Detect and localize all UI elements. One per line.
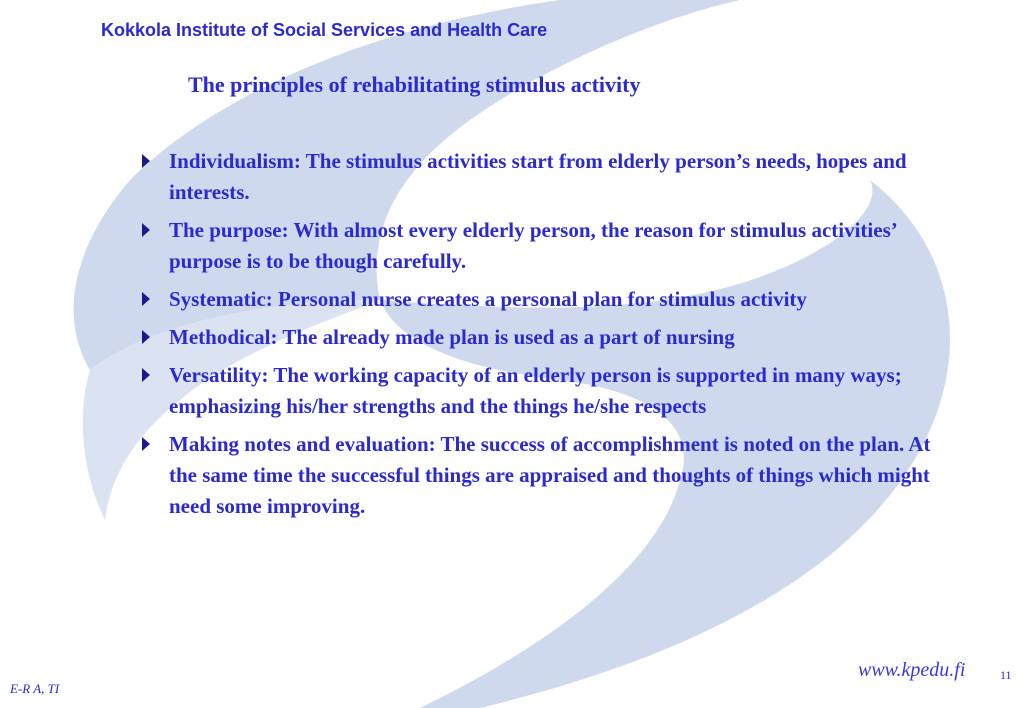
bullet-item [140, 215, 955, 277]
bullet-item [140, 429, 955, 522]
slide-title: The principles of rehabilitating stimulus activity [188, 72, 641, 97]
footer-url-link[interactable]: www.kpedu.fi [858, 659, 966, 681]
bullet-text: Versatility: The working capacity of an elderly person is supported in many ways; emphasizing his/her strengths and the things he/she respects [169, 363, 902, 418]
bullet-list [140, 146, 955, 529]
page-number: 11 [1000, 668, 1012, 682]
institution-header: Kokkola Institute of Social Services and Health Care [101, 20, 548, 40]
bullet-text: Systematic: Personal nurse creates a personal plan for stimulus activity [169, 287, 807, 311]
triangle-bullet-icon [142, 368, 150, 382]
triangle-bullet-icon [142, 330, 150, 344]
bullet-text: The purpose: With almost every elderly person, the reason for stimulus activities’ purpose is to be though carefully. [169, 218, 897, 273]
triangle-bullet-icon [142, 223, 150, 237]
bullet-item [140, 146, 955, 208]
bullet-text: Making notes and evaluation: The success of accomplishment is noted on the plan. At the same time the successful things are appraised and thoughts of things which might need some improving. [169, 432, 931, 518]
bullet-item [140, 322, 955, 353]
triangle-bullet-icon [142, 437, 150, 451]
bullet-item [140, 360, 955, 422]
triangle-bullet-icon [142, 292, 150, 306]
bullet-text: Individualism: The stimulus activities start from elderly person’s needs, hopes and interests. [169, 149, 907, 204]
bullet-item [140, 284, 955, 315]
footer-author: E-R A, TI [10, 681, 60, 696]
triangle-bullet-icon [142, 154, 150, 168]
bullet-text: Methodical: The already made plan is used as a part of nursing [169, 325, 735, 349]
